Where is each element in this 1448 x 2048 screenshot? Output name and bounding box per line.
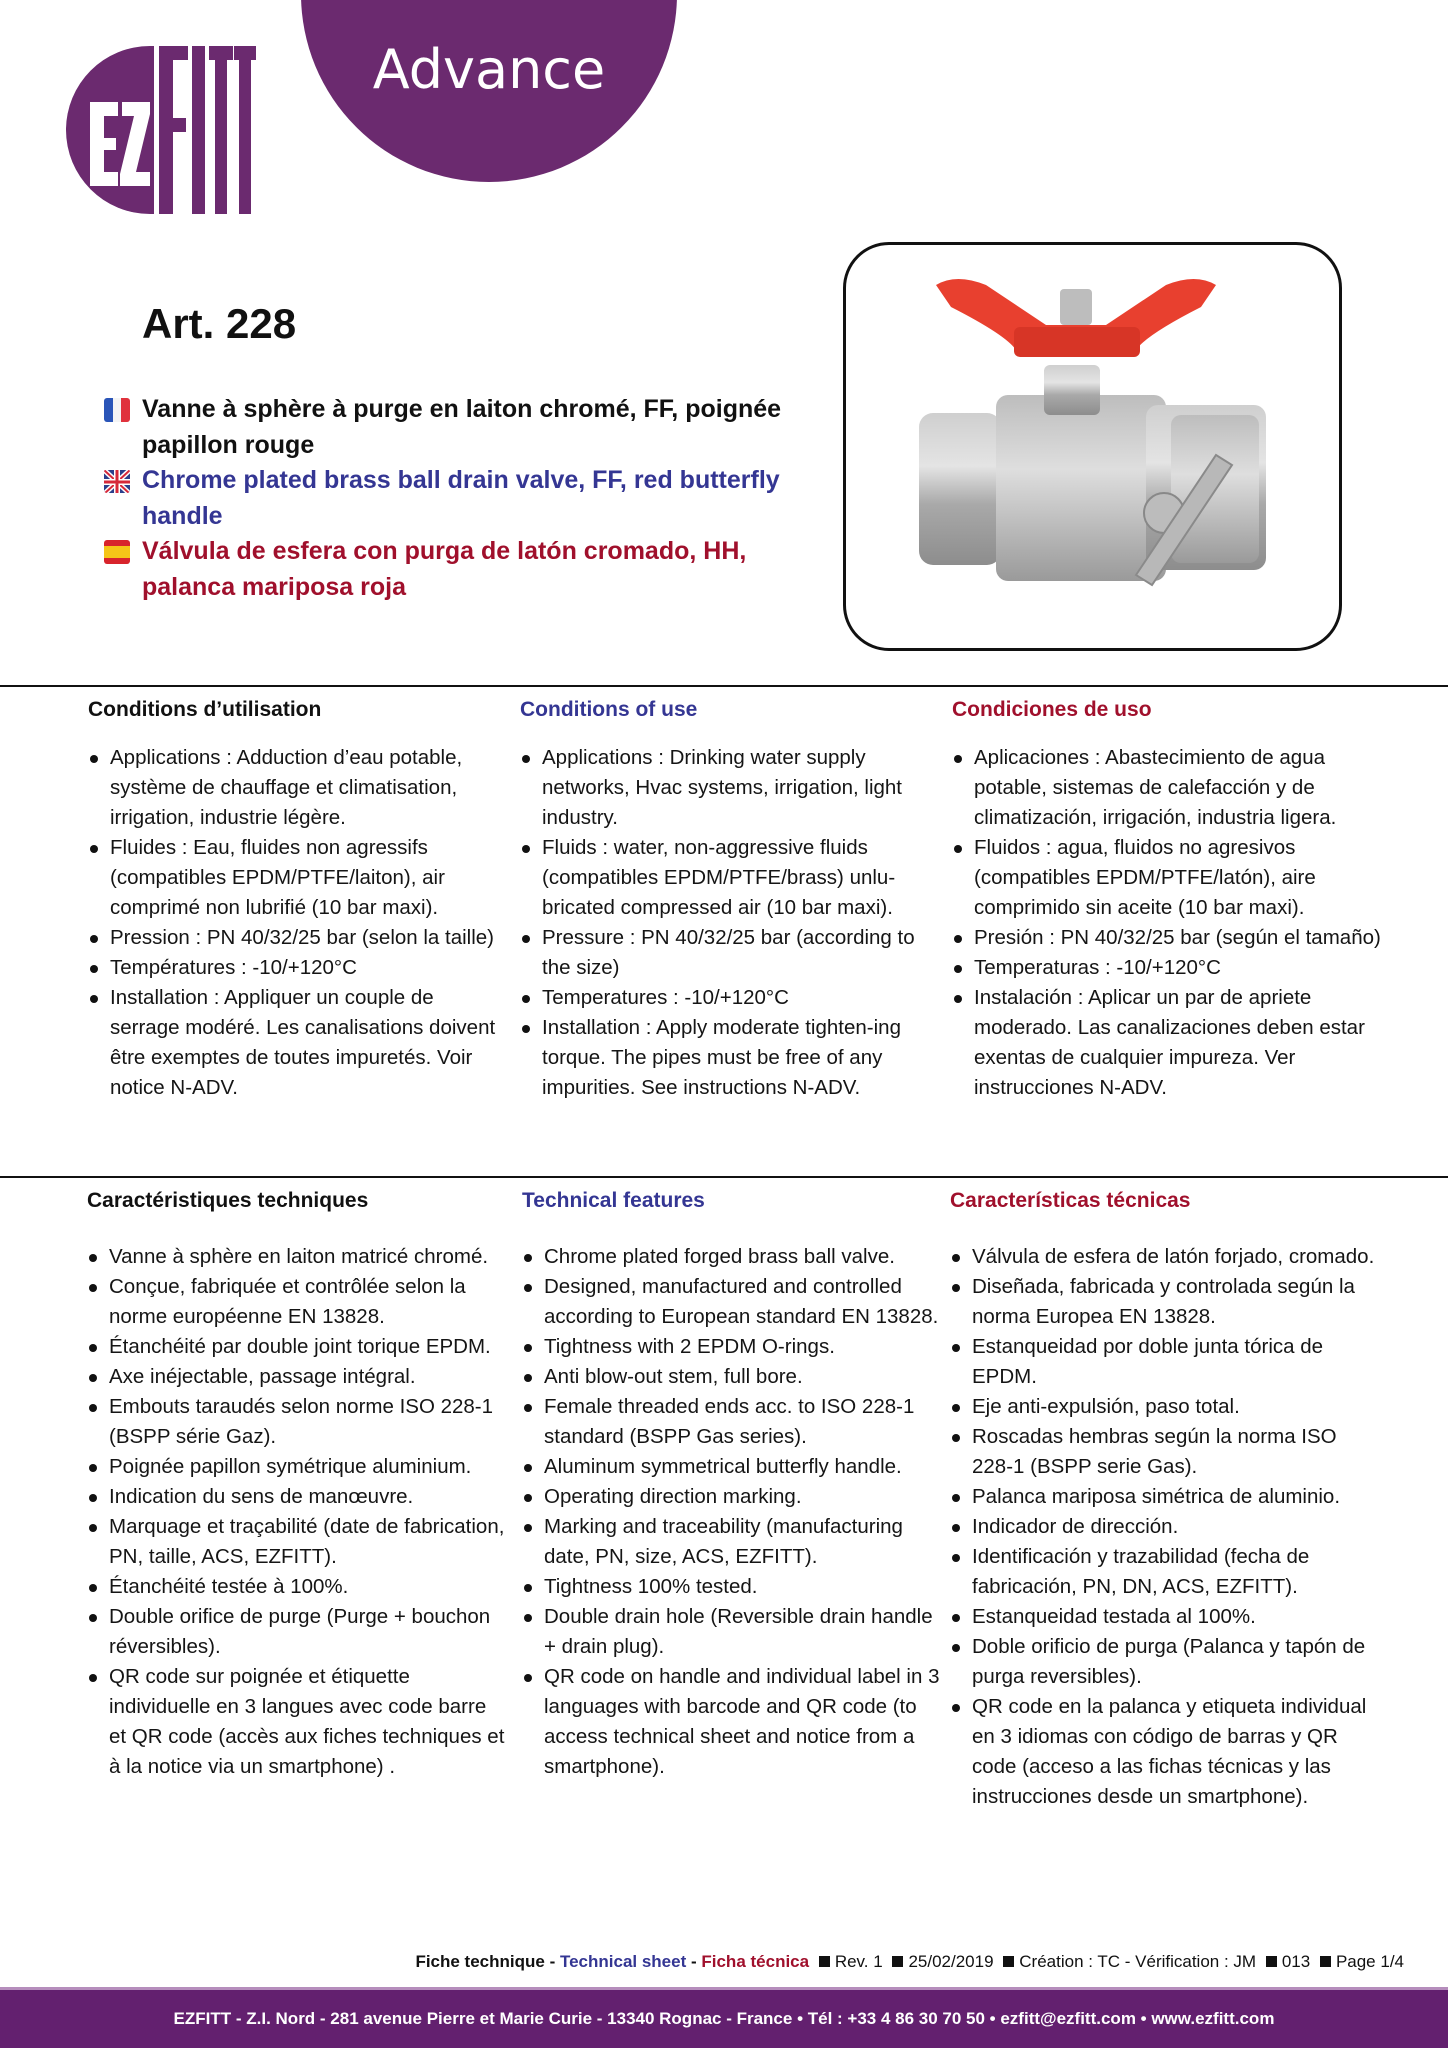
sheet-label-fr: Fiche technique (415, 1952, 545, 1971)
list-item: Fluides : Eau, fluides non agressifs (compatibles EPDM/PTFE/laiton), air comprimé non lubrifié (10 bar maxi). (88, 833, 508, 923)
article-name-en: Chrome plated brass ball drain valve, FF, red butterfly handle (104, 463, 824, 534)
list-item: Applications : Adduction d’eau potable, système de chauffage et climatisation, irrigation, industrie légère. (88, 743, 508, 833)
conditions-en (520, 697, 940, 1103)
list-item: Anti blow-out stem, full bore. (522, 1362, 942, 1392)
list-item: Instalación : Aplicar un par de apriete moderado. Las canalizaciones deben estar exentas de cualquier impureza. Ver instrucciones N-ADV. (952, 983, 1392, 1103)
list-item: Palanca mariposa simétrica de aluminio. (950, 1482, 1380, 1512)
features-heading-es: Características técnicas (950, 1189, 1191, 1212)
page-number: Page 1/4 (1335, 1952, 1404, 1971)
range-label: Advance (372, 38, 606, 101)
list-item: Temperaturas : -10/+120°C (952, 953, 1392, 983)
article-title: Art. 228 (142, 300, 297, 347)
square-bullet-icon (1003, 1956, 1014, 1967)
list-item: QR code sur poignée et étiquette individuelle en 3 langues avec code barre et QR code (accès aux fiches techniques et à la notice via un smartphone) . (87, 1662, 507, 1782)
list-item: Températures : -10/+120°C (88, 953, 508, 983)
spain-flag-icon (104, 540, 130, 564)
list-item: QR code en la palanca y etiqueta individual en 3 idiomas con código de barras y QR code (acceso a las fichas técnicas y las instrucciones desde un smartphone). (950, 1692, 1380, 1812)
date: 25/02/2019 (908, 1952, 994, 1971)
list-item: Étanchéité par double joint torique EPDM. (87, 1332, 507, 1362)
company-address: EZFITT - Z.I. Nord - 281 avenue Pierre et Marie Curie - 13340 Rognac - France • Tél : +33 4 86 30 70 50 • ezfitt@ezfitt.com • www.ezfitt.com (173, 2009, 1275, 2028)
article-name-fr: Vanne à sphère à purge en laiton chromé, FF, poignée papillon rouge (104, 392, 824, 463)
list-item: Applications : Drinking water supply networks, Hvac systems, irrigation, light industry. (520, 743, 940, 833)
ezfitt-logo (66, 42, 256, 218)
conditions-heading-es: Condiciones de uso (952, 698, 1152, 721)
section-divider (0, 685, 1448, 687)
list-item: Doble orificio de purga (Palanca y tapón de purga reversibles). (950, 1632, 1380, 1692)
list-item: Tightness 100% tested. (522, 1572, 942, 1602)
list-item: Operating direction marking. (522, 1482, 942, 1512)
article-name-es: Válvula de esfera con purga de latón cromado, HH, palanca mariposa roja (104, 534, 824, 605)
list-item: Tightness with 2 EPDM O-rings. (522, 1332, 942, 1362)
features-heading-en: Technical features (522, 1189, 705, 1212)
square-bullet-icon (892, 1956, 903, 1967)
list-item: Marking and traceability (manufacturing date, PN, size, ACS, EZFITT). (522, 1512, 942, 1572)
list-item: Diseñada, fabricada y controlada según la norma Europea EN 13828. (950, 1272, 1380, 1332)
article-names (104, 392, 824, 605)
doc-number: 013 (1281, 1952, 1311, 1971)
conditions-heading-fr: Conditions d’utilisation (88, 698, 322, 721)
list-item: Installation : Apply moderate tighten-ing torque. The pipes must be free of any impurities. See instructions N-ADV. (520, 1013, 940, 1103)
section-divider (0, 1176, 1448, 1178)
list-item: Aplicaciones : Abastecimiento de agua potable, sistemas de calefacción y de climatización, irrigación, industria ligera. (952, 743, 1392, 833)
list-item: Válvula de esfera de latón forjado, cromado. (950, 1242, 1380, 1272)
list-item: Double orifice de purge (Purge + bouchon réversibles). (87, 1602, 507, 1662)
list-item: Aluminum symmetrical butterfly handle. (522, 1452, 942, 1482)
conditions-es (952, 697, 1392, 1103)
footer-bar (0, 1987, 1448, 2048)
list-item: Temperatures : -10/+120°C (520, 983, 940, 1013)
conditions-fr (88, 697, 508, 1103)
ball-valve-image (846, 245, 1339, 648)
sheet-label-es: Ficha técnica (701, 1952, 810, 1971)
list-item: Marquage et traçabilité (date de fabrication, PN, taille, ACS, EZFITT). (87, 1512, 507, 1572)
list-item: Roscadas hembras según la norma ISO 228-1 (BSPP serie Gas). (950, 1422, 1380, 1482)
square-bullet-icon (819, 1956, 830, 1967)
list-item: Pressure : PN 40/32/25 bar (according to the size) (520, 923, 940, 983)
list-item: Eje anti-expulsión, paso total. (950, 1392, 1380, 1422)
list-item: QR code on handle and individual label in 3 languages with barcode and QR code (to access technical sheet and notice from a smartphone). (522, 1662, 942, 1782)
list-item: Chrome plated forged brass ball valve. (522, 1242, 942, 1272)
list-item: Conçue, fabriquée et contrôlée selon la norme européenne EN 13828. (87, 1272, 507, 1332)
list-item: Fluids : water, non-aggressive fluids (compatibles EPDM/PTFE/brass) unlu-bricated compressed air (10 bar maxi). (520, 833, 940, 923)
list-item: Étanchéité testée à 100%. (87, 1572, 507, 1602)
sheet-label-en: Technical sheet (559, 1952, 687, 1971)
authors: Création : TC - Vérification : JM (1019, 1952, 1257, 1971)
revision: Rev. 1 (834, 1952, 883, 1971)
list-item: Female threaded ends acc. to ISO 228-1 standard (BSPP Gas series). (522, 1392, 942, 1452)
square-bullet-icon (1266, 1956, 1277, 1967)
list-item: Presión : PN 40/32/25 bar (según el tamaño) (952, 923, 1392, 953)
list-item: Designed, manufactured and controlled according to European standard EN 13828. (522, 1272, 942, 1332)
list-item: Poignée papillon symétrique aluminium. (87, 1452, 507, 1482)
square-bullet-icon (1320, 1956, 1331, 1967)
list-item: Vanne à sphère en laiton matricé chromé. (87, 1242, 507, 1272)
list-item: Embouts taraudés selon norme ISO 228-1 (BSPP série Gaz). (87, 1392, 507, 1452)
document-meta: Fiche technique - Technical sheet - Ficha técnica Rev. 1 25/02/2019 Création : TC - Vérification : JM 013 Page 1/4 (415, 1952, 1404, 1971)
list-item: Double drain hole (Reversible drain handle + drain plug). (522, 1602, 942, 1662)
list-item: Pression : PN 40/32/25 bar (selon la taille) (88, 923, 508, 953)
france-flag-icon (104, 398, 130, 422)
features-es (950, 1188, 1380, 1812)
uk-flag-icon (104, 469, 130, 493)
list-item: Installation : Appliquer un couple de serrage modéré. Les canalisations doivent être exemptes de toutes impuretés. Voir notice N-ADV. (88, 983, 508, 1103)
ezfitt-logo-icon (66, 42, 256, 218)
list-item: Fluidos : agua, fluidos no agresivos (compatibles EPDM/PTFE/latón), aire comprimido sin aceite (10 bar maxi). (952, 833, 1392, 923)
conditions-heading-en: Conditions of use (520, 698, 698, 721)
list-item: Estanqueidad testada al 100%. (950, 1602, 1380, 1632)
product-photo (843, 242, 1342, 651)
features-en (522, 1188, 942, 1782)
features-heading-fr: Caractéristiques techniques (87, 1189, 369, 1212)
list-item: Axe inéjectable, passage intégral. (87, 1362, 507, 1392)
list-item: Indication du sens de manœuvre. (87, 1482, 507, 1512)
list-item: Estanqueidad por doble junta tórica de EPDM. (950, 1332, 1380, 1392)
features-fr (87, 1188, 507, 1782)
list-item: Indicador de dirección. (950, 1512, 1380, 1542)
list-item: Identificación y trazabilidad (fecha de fabricación, PN, DN, ACS, EZFITT). (950, 1542, 1380, 1602)
